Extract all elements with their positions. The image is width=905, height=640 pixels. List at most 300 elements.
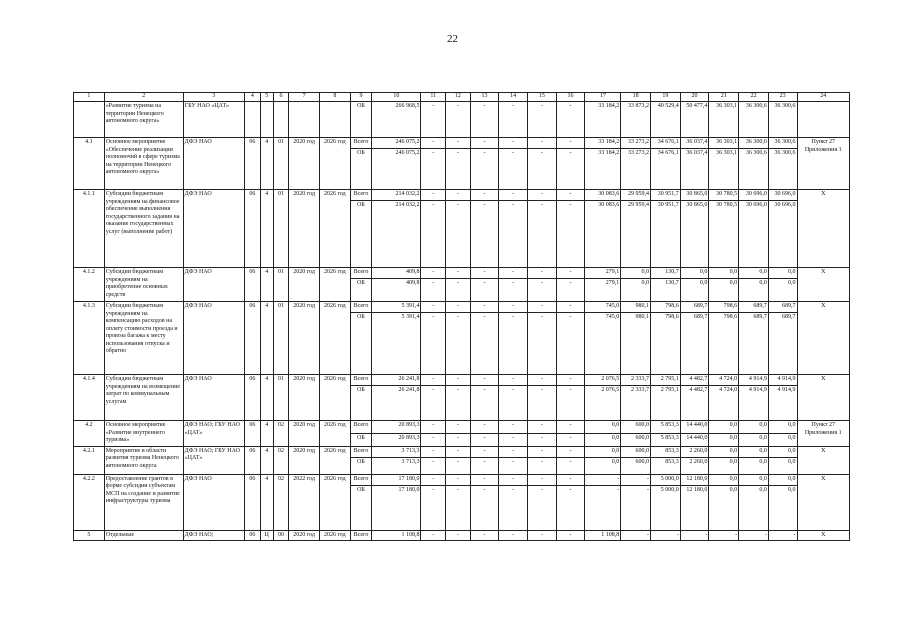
table-cell: - bbox=[470, 386, 499, 421]
table-cell: 2026 год bbox=[319, 530, 350, 541]
table-cell: - bbox=[499, 279, 528, 302]
table-cell: - bbox=[470, 302, 499, 313]
table-cell: 30 696,0 bbox=[739, 190, 769, 201]
column-number-6: 6 bbox=[273, 93, 288, 102]
table-cell: 4 bbox=[260, 421, 273, 447]
table-cell: - bbox=[680, 530, 709, 541]
table-cell: Субсидии бюджетным учреждениям на приобретение основных средств bbox=[104, 268, 183, 302]
table-cell: - bbox=[556, 386, 585, 421]
table-cell: 0,0 bbox=[739, 474, 769, 485]
table-cell: 02 bbox=[273, 474, 288, 530]
table-cell: 980,1 bbox=[621, 313, 651, 375]
table-cell: - bbox=[650, 530, 680, 541]
table-cell: 409,8 bbox=[372, 268, 421, 279]
table-cell: - bbox=[470, 268, 499, 279]
table-cell: 12 180,0 bbox=[680, 485, 709, 530]
table-cell: X bbox=[797, 474, 849, 530]
table-cell: 06 bbox=[245, 421, 260, 447]
table-cell: - bbox=[446, 530, 471, 541]
table-cell: 4 bbox=[260, 474, 273, 530]
table-cell: 30 696,0 bbox=[768, 190, 797, 201]
table-cell: - bbox=[499, 149, 528, 190]
table-cell: - bbox=[585, 474, 621, 485]
table-cell: 06 bbox=[245, 138, 260, 190]
table-row bbox=[74, 474, 850, 485]
table-row bbox=[74, 302, 850, 313]
table-cell: - bbox=[556, 138, 585, 149]
table-cell: - bbox=[556, 268, 585, 279]
table-cell: Всего bbox=[350, 421, 372, 434]
table-cell: ОБ bbox=[350, 457, 372, 474]
table-cell: ГБУ НАО «ЦАТ» bbox=[183, 102, 245, 138]
table-cell: 980,1 bbox=[621, 302, 651, 313]
table-cell: - bbox=[621, 474, 651, 485]
table-cell: 36 300,6 bbox=[768, 102, 797, 138]
table-cell: 2020 год bbox=[289, 530, 320, 541]
table-cell: 33 184,2 bbox=[585, 102, 621, 138]
table-cell: - bbox=[499, 485, 528, 530]
table-cell: 2 260,0 bbox=[680, 446, 709, 457]
table-cell: 2026 год bbox=[319, 446, 350, 474]
table-cell: - bbox=[421, 190, 446, 201]
table-cell: - bbox=[470, 149, 499, 190]
table-cell bbox=[245, 102, 260, 138]
table-cell: ОБ bbox=[350, 485, 372, 530]
table-cell: 5 391,4 bbox=[372, 313, 421, 375]
table-cell: 2020 год bbox=[289, 190, 320, 268]
table-cell: 2020 год bbox=[289, 138, 320, 190]
table-cell: 600,0 bbox=[621, 446, 651, 457]
table-cell bbox=[319, 102, 350, 138]
table-cell: Всего bbox=[350, 190, 372, 201]
table-cell: 17 180,0 bbox=[372, 485, 421, 530]
table-cell: Субсидии бюджетным учреждениям на возмещение затрат по коммунальным услугам bbox=[104, 375, 183, 421]
table-cell: - bbox=[470, 102, 499, 138]
column-number-7: 7 bbox=[289, 93, 320, 102]
table-cell: - bbox=[470, 485, 499, 530]
table-cell: - bbox=[446, 302, 471, 313]
table-cell: 2 260,0 bbox=[680, 457, 709, 474]
table-cell: 853,3 bbox=[650, 446, 680, 457]
table-cell: - bbox=[446, 313, 471, 375]
table-cell: - bbox=[421, 313, 446, 375]
table-cell: 5 000,0 bbox=[650, 474, 680, 485]
table-cell: 14 440,0 bbox=[680, 421, 709, 434]
table-cell: ОБ bbox=[350, 386, 372, 421]
table-cell: 4 914,9 bbox=[739, 386, 769, 421]
table-cell: ОБ bbox=[350, 433, 372, 446]
table-cell: - bbox=[446, 457, 471, 474]
column-number-21: 21 bbox=[709, 93, 739, 102]
table-cell: 2026 год bbox=[319, 302, 350, 375]
column-number-5: 5 bbox=[260, 93, 273, 102]
table-cell: - bbox=[421, 386, 446, 421]
table-cell: 246 075,2 bbox=[372, 149, 421, 190]
table-cell: - bbox=[421, 302, 446, 313]
table-cell: 4 482,7 bbox=[680, 386, 709, 421]
table-cell: X bbox=[797, 446, 849, 474]
table-row bbox=[74, 190, 850, 201]
table-cell: 36 300,6 bbox=[739, 138, 769, 149]
column-number-8: 8 bbox=[319, 93, 350, 102]
table-cell: - bbox=[421, 149, 446, 190]
table-cell: 33 273,2 bbox=[621, 138, 651, 149]
table-cell: - bbox=[528, 149, 557, 190]
table-cell: 40 529,4 bbox=[650, 102, 680, 138]
table-cell: ДФЭ НАО bbox=[183, 375, 245, 421]
table-cell: ОБ bbox=[350, 149, 372, 190]
table-cell: ДФЭ НАО bbox=[183, 302, 245, 375]
table-cell: 4.1.1 bbox=[74, 190, 105, 268]
table-cell: 4 914,9 bbox=[768, 375, 797, 386]
table-cell: - bbox=[556, 375, 585, 386]
table-cell: 798,6 bbox=[650, 313, 680, 375]
table-cell: - bbox=[446, 485, 471, 530]
column-number-23: 23 bbox=[768, 93, 797, 102]
table-cell: 33 273,2 bbox=[621, 149, 651, 190]
table-cell: - bbox=[739, 530, 769, 541]
table-cell: ОБ bbox=[350, 201, 372, 268]
table-cell: - bbox=[446, 201, 471, 268]
table-cell: 30 696,0 bbox=[768, 201, 797, 268]
table-cell: 5 000,0 bbox=[650, 485, 680, 530]
table-cell: 36 300,6 bbox=[768, 138, 797, 149]
table-cell: 01 bbox=[273, 138, 288, 190]
column-number-24: 24 bbox=[797, 93, 849, 102]
table-cell: 130,7 bbox=[650, 268, 680, 279]
table-cell: - bbox=[421, 279, 446, 302]
table-cell: - bbox=[421, 201, 446, 268]
table-cell: 0,0 bbox=[585, 446, 621, 457]
table-cell: 5 bbox=[74, 530, 105, 541]
table-cell: 3 713,3 bbox=[372, 457, 421, 474]
table-cell: Всего bbox=[350, 138, 372, 149]
table-cell: 50 477,4 bbox=[680, 102, 709, 138]
table-cell: - bbox=[556, 279, 585, 302]
table-row bbox=[74, 446, 850, 457]
table-cell: 4 914,9 bbox=[768, 386, 797, 421]
table-cell: 5 391,4 bbox=[372, 302, 421, 313]
table-cell: 30 696,0 bbox=[739, 201, 769, 268]
table-cell: 0,0 bbox=[680, 279, 709, 302]
table-cell: - bbox=[585, 485, 621, 530]
table-cell: - bbox=[421, 102, 446, 138]
table-cell: 798,6 bbox=[650, 302, 680, 313]
table-cell: 30 083,6 bbox=[585, 190, 621, 201]
table-cell: ОБ bbox=[350, 313, 372, 375]
table-cell: 689,7 bbox=[739, 313, 769, 375]
table-cell: 06 bbox=[245, 268, 260, 302]
table-cell: - bbox=[446, 138, 471, 149]
table-cell: - bbox=[470, 279, 499, 302]
table-cell: 29 959,4 bbox=[621, 190, 651, 201]
table-cell: - bbox=[528, 302, 557, 313]
table-cell: - bbox=[556, 485, 585, 530]
table-cell: 36 037,4 bbox=[680, 138, 709, 149]
table-cell: 01 bbox=[273, 268, 288, 302]
table-cell: X bbox=[797, 268, 849, 302]
table-cell: - bbox=[421, 485, 446, 530]
table-cell: 2020 год bbox=[289, 421, 320, 447]
table-cell: 02 bbox=[273, 446, 288, 474]
table-cell: ДФЭ НАО bbox=[183, 138, 245, 190]
table-cell: 4 bbox=[260, 302, 273, 375]
table-cell: 0,0 bbox=[768, 421, 797, 434]
table-cell: 4.1.2 bbox=[74, 268, 105, 302]
table-cell: 36 300,6 bbox=[768, 149, 797, 190]
table-cell: ДФЭ НАО bbox=[183, 474, 245, 530]
table-cell: 5 853,3 bbox=[650, 421, 680, 434]
table-cell: 2 795,1 bbox=[650, 375, 680, 386]
table-cell: - bbox=[556, 421, 585, 434]
table-row bbox=[74, 102, 850, 138]
table-cell: 06 bbox=[245, 375, 260, 421]
table-cell bbox=[797, 102, 849, 138]
table-cell: 33 873,2 bbox=[621, 102, 651, 138]
table-cell: - bbox=[556, 474, 585, 485]
table-cell: - bbox=[421, 268, 446, 279]
column-number-19: 19 bbox=[650, 93, 680, 102]
table-cell: 4 bbox=[260, 268, 273, 302]
table-cell: 0,0 bbox=[739, 268, 769, 279]
table-cell: 0,0 bbox=[709, 485, 739, 530]
table-cell: 0,0 bbox=[768, 268, 797, 279]
table-cell: Пункт 27 Приложения 1 bbox=[797, 421, 849, 447]
table-cell: 4 724,0 bbox=[709, 375, 739, 386]
table-cell: 2026 год bbox=[319, 421, 350, 447]
table-cell: - bbox=[421, 446, 446, 457]
table-cell: 0,0 bbox=[768, 279, 797, 302]
table-cell: Субсидии бюджетным учреждениям на финансовое обеспечение выполнения государственного задания на оказание государственных услуг (выполнение работ) bbox=[104, 190, 183, 268]
table-cell: 36 300,6 bbox=[739, 149, 769, 190]
table-cell: - bbox=[499, 268, 528, 279]
table-cell: - bbox=[470, 474, 499, 485]
table-cell: Отдельные bbox=[104, 530, 183, 541]
table-cell: 4.1.4 bbox=[74, 375, 105, 421]
table-cell: 2026 год bbox=[319, 190, 350, 268]
table-cell: - bbox=[470, 457, 499, 474]
table-cell: 4 bbox=[260, 190, 273, 268]
table-cell: 36 303,1 bbox=[709, 149, 739, 190]
table-cell: 0,0 bbox=[739, 279, 769, 302]
column-number-13: 13 bbox=[470, 93, 499, 102]
table-cell: 30 951,7 bbox=[650, 190, 680, 201]
table-cell: 02 bbox=[273, 421, 288, 447]
table-cell: 36 037,4 bbox=[680, 149, 709, 190]
table-cell: - bbox=[528, 102, 557, 138]
table-cell: 36 303,1 bbox=[709, 102, 739, 138]
table-cell: «Развитие туризма на территории Ненецкого автономного округа» bbox=[104, 102, 183, 138]
table-cell: - bbox=[470, 375, 499, 386]
table-cell: 0,0 bbox=[768, 485, 797, 530]
table-cell: 30 083,6 bbox=[585, 201, 621, 268]
table-cell: - bbox=[709, 530, 739, 541]
column-number-12: 12 bbox=[446, 93, 471, 102]
table-cell: - bbox=[528, 313, 557, 375]
table-cell: 26 241,8 bbox=[372, 386, 421, 421]
table-cell: 0,0 bbox=[739, 457, 769, 474]
table-cell: ДФЭ НАО; bbox=[183, 530, 245, 541]
table-cell: - bbox=[446, 268, 471, 279]
table-cell: 0,0 bbox=[739, 433, 769, 446]
table-cell: 214 032,2 bbox=[372, 190, 421, 201]
table-cell: - bbox=[499, 302, 528, 313]
table-cell: 0,0 bbox=[709, 446, 739, 457]
column-number-3: 3 bbox=[183, 93, 245, 102]
table-cell: 30 865,0 bbox=[680, 190, 709, 201]
table-cell: 3 713,3 bbox=[372, 446, 421, 457]
table-cell: - bbox=[499, 474, 528, 485]
table-cell: 4 bbox=[260, 138, 273, 190]
table-cell: - bbox=[528, 386, 557, 421]
table-cell: - bbox=[446, 149, 471, 190]
table-cell: 409,8 bbox=[372, 279, 421, 302]
table-cell: - bbox=[499, 386, 528, 421]
table-cell: - bbox=[446, 421, 471, 434]
column-number-14: 14 bbox=[499, 93, 528, 102]
table-cell: 0,0 bbox=[709, 421, 739, 434]
table-cell: - bbox=[528, 485, 557, 530]
table-cell: 2 333,7 bbox=[621, 386, 651, 421]
table-cell: - bbox=[499, 138, 528, 149]
header-row bbox=[74, 93, 850, 102]
table-cell: - bbox=[470, 201, 499, 268]
table-cell: 06 bbox=[245, 446, 260, 474]
table-cell: 266 968,5 bbox=[372, 102, 421, 138]
table-cell: 4.2.1 bbox=[74, 446, 105, 474]
table-cell: Ц bbox=[260, 530, 273, 541]
program-table bbox=[73, 92, 850, 541]
table-cell: X bbox=[797, 302, 849, 375]
table-cell: - bbox=[528, 190, 557, 201]
table-cell: - bbox=[528, 474, 557, 485]
table-cell: - bbox=[421, 530, 446, 541]
table-cell: - bbox=[470, 313, 499, 375]
table-cell: - bbox=[556, 102, 585, 138]
table-cell: 06 bbox=[245, 190, 260, 268]
table-cell: - bbox=[528, 268, 557, 279]
table-cell: 2020 год bbox=[289, 302, 320, 375]
table-cell: - bbox=[470, 138, 499, 149]
table-cell: - bbox=[446, 375, 471, 386]
table-cell: - bbox=[470, 530, 499, 541]
table-cell: - bbox=[556, 446, 585, 457]
table-cell: 01 bbox=[273, 190, 288, 268]
table-cell: 798,6 bbox=[709, 302, 739, 313]
table-cell: 2 333,7 bbox=[621, 375, 651, 386]
table-cell: ДФЭ НАО bbox=[183, 190, 245, 268]
table-cell: 0,0 bbox=[739, 485, 769, 530]
table-cell: 26 241,8 bbox=[372, 375, 421, 386]
table-cell: - bbox=[528, 433, 557, 446]
table-cell: 689,7 bbox=[768, 313, 797, 375]
table-cell: - bbox=[499, 421, 528, 434]
table-cell: 2026 год bbox=[319, 474, 350, 530]
table-row bbox=[74, 375, 850, 386]
table-cell: 0,0 bbox=[709, 268, 739, 279]
table-cell: 30 951,7 bbox=[650, 201, 680, 268]
table-cell: - bbox=[470, 433, 499, 446]
table-row bbox=[74, 138, 850, 149]
table-cell: 34 676,1 bbox=[650, 138, 680, 149]
table-cell: 0,0 bbox=[709, 279, 739, 302]
table-cell: - bbox=[528, 457, 557, 474]
column-number-11: 11 bbox=[421, 93, 446, 102]
table-cell: - bbox=[470, 190, 499, 201]
table-cell: 0,0 bbox=[768, 457, 797, 474]
table-cell: 2 076,5 bbox=[585, 375, 621, 386]
table-cell: - bbox=[421, 375, 446, 386]
column-number-2: 2 bbox=[104, 93, 183, 102]
table-cell: - bbox=[556, 190, 585, 201]
table-cell: 33 184,2 bbox=[585, 138, 621, 149]
table-cell: 29 959,4 bbox=[621, 201, 651, 268]
table-cell: 36 300,6 bbox=[739, 102, 769, 138]
table-cell: 689,7 bbox=[680, 313, 709, 375]
table-cell: 4 bbox=[260, 446, 273, 474]
table-cell: - bbox=[499, 446, 528, 457]
table-cell: Субсидии бюджетным учреждениям на компенсацию расходов на оплату стоимости проезда и провоза багажа к месту использования отпуска и обратно bbox=[104, 302, 183, 375]
table-cell: 12 180,0 bbox=[680, 474, 709, 485]
table-cell: 00 bbox=[273, 530, 288, 541]
table-cell: - bbox=[446, 102, 471, 138]
table-cell: ОБ bbox=[350, 279, 372, 302]
table-cell: 4.2.2 bbox=[74, 474, 105, 530]
table-cell: 689,7 bbox=[768, 302, 797, 313]
table-row bbox=[74, 268, 850, 279]
table-cell: 745,0 bbox=[585, 302, 621, 313]
table-cell bbox=[74, 102, 105, 138]
table-cell: Всего bbox=[350, 302, 372, 313]
table-cell: 30 780,5 bbox=[709, 190, 739, 201]
column-number-10: 10 bbox=[372, 93, 421, 102]
table-cell: 2026 год bbox=[319, 375, 350, 421]
table-cell: - bbox=[528, 375, 557, 386]
table-cell: - bbox=[470, 446, 499, 457]
table-cell: - bbox=[556, 302, 585, 313]
table-cell: 0,0 bbox=[709, 457, 739, 474]
table-cell: 4 482,7 bbox=[680, 375, 709, 386]
table-cell: 0,0 bbox=[680, 268, 709, 279]
table-cell: - bbox=[556, 530, 585, 541]
table-cell: 0,0 bbox=[585, 457, 621, 474]
table-cell: 0,0 bbox=[585, 421, 621, 434]
table-cell: 0,0 bbox=[709, 433, 739, 446]
table-cell: 14 440,0 bbox=[680, 433, 709, 446]
table-cell: 17 180,0 bbox=[372, 474, 421, 485]
table-cell: - bbox=[499, 530, 528, 541]
column-number-15: 15 bbox=[528, 93, 557, 102]
table-cell: - bbox=[446, 190, 471, 201]
table-cell: X bbox=[797, 530, 849, 541]
table-cell: ДФЭ НАО; ГБУ НАО «ЦАТ» bbox=[183, 421, 245, 447]
table-cell: 1 108,8 bbox=[372, 530, 421, 541]
table-cell: - bbox=[528, 201, 557, 268]
table-cell: 06 bbox=[245, 474, 260, 530]
table-cell bbox=[273, 102, 288, 138]
page-number: 22 bbox=[447, 33, 458, 45]
table-cell: 01 bbox=[273, 302, 288, 375]
table-cell: 0,0 bbox=[709, 474, 739, 485]
table-cell: 0,0 bbox=[621, 279, 651, 302]
table-cell: - bbox=[528, 446, 557, 457]
table-cell: - bbox=[556, 457, 585, 474]
table-cell: Предоставление грантов в форме субсидии субъектам МСП на создание и развитие инфраструктуры туризма bbox=[104, 474, 183, 530]
column-number-17: 17 bbox=[585, 93, 621, 102]
table-cell: 1 108,8 bbox=[585, 530, 621, 541]
table-cell: 20 893,3 bbox=[372, 421, 421, 434]
table-cell: ДФЭ НАО bbox=[183, 268, 245, 302]
